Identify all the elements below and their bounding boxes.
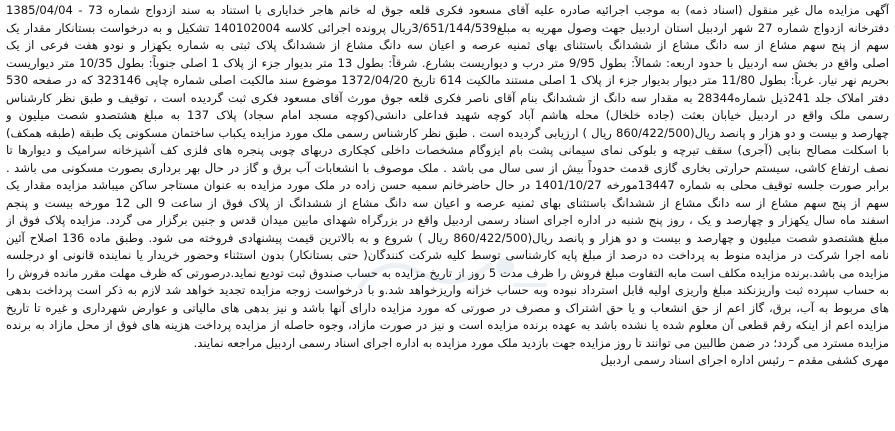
notice-line: اسفند ماه سال یکهزار و چهارصد و یک ، روز پنج شنبه در اداره اجرای اسناد رسمی اردبیل واقع در بزرگراه شهدای مابین میدان قدس و جنین برگزار می گردد. مزایده پلاک فوق از	[6, 213, 889, 227]
notice-line: مبلغ هشتصدو شصت میلیون و چهارصد و بیست و دو هزار و پانصد ریال(860/422/500 ریال ) شروع و به بالاترین قیمت پیشنهادی فروخته می شود. وطبق ماده 136 اصلاح آئین	[6, 230, 889, 245]
notice-line: آگهی مزایده مال غیر منقول (اسناد ذمه) به موجب اجرائیه صادره علیه آقای مسعود فکری قلعه جوق له خانم هاجر خدایاری با استناد به سند ازدواج شماره 73 - 1385/04/04	[6, 3, 889, 17]
notice-line: سهم از پنج سهم مشاع از سه دانگ مشاع از ششدانگ باستثنای بهای ثمنیه عرصه و اعیان سه دانگ مشاع از ششدانگ از پلاک فوق از ساعت 9 الی 12 مورخه بیست و پنجم	[6, 195, 889, 210]
notice-line: دفترخانه ازدواج شماره 27 شهر اردبیل استان اردبیل جهت وصول مهریه به مبلغ3/651/144/539ریال پرونده اجرائی کلاسه 140102004 تشکیل و به درخواست بستانکار مقدار یک	[6, 20, 889, 35]
notice-line: برابر صورت جلسه توقیف محلی به شماره 13447مورخه 1401/10/27 در حال حاضرخانم سمیه حسن زاده در ملک مورد مزایده به عنوان مستاجر ساکن میباشد مزایده مقدار یک	[6, 178, 889, 192]
notice-line: نامه اجرا شرکت در مزایده منوط به پرداخت ده درصد از مبلغ پایه کارشناسی توسط کلیه شرکت کنندگان( حتی بستانکار) بدون استثناء وحضور خریدار یا نماینده قانونی او درجلسه	[6, 248, 889, 262]
notice-line: مزایده می باشد.برنده مزایده مکلف است مابه التفاوت مبلغ فروش را ظرف مدت 5 روز از تاریخ مزایده به حساب صندوق ثبت تودیع نماید.درصورتی که ظرف مهلت مقرر مانده فروش را	[6, 265, 889, 280]
notice-line: مزایده اعم از اینکه رقم قطعی آن معلوم شده یا نشده باشد به عهده برنده مزایده است و نیز در صورت مازاد، وجوه حاصله از مزایده پرداخت هزینه های فوق از محل مازاد به برنده	[6, 318, 889, 332]
notice-line: دفتر املاک جلد 241ذیل شماره28344 به مقدار سه دانگ از ششدانگ بنام آقای ناصر فکری قلعه جوق مورث آقای مسعود فکری ثبت گردیده است ، توقیف و طبق نظر کارشناس	[6, 90, 889, 105]
notice-line: با اسکلت مصالح بنایی (آجری) سقف تیرچه و بلوکی نمای سیمانی پشت بام ایزوگام مشخصات داخلی کچکاری دربهای چوبی پنجره های فلزی کف آشپزخانه سرامیک و دیوارها تا	[6, 143, 889, 157]
notice-line: های مربوط به آب، برق، گاز اعم از حق انشعاب و یا حق اشتراک و مصرف در صورتی که مورد مزایده دارای آنها باشد و نیز بدهی های مالیاتی و عوارض شهرداری و غیره تا تاریخ	[6, 300, 889, 315]
notice-line: به حساب سپرده ثبت واریزنکند مبلغ واریزی اولیه قابل استرداد نبوده وبه حساب خزانه واریزخواهد شد.و با درخواست زوجه مزایده تجدید خواهد شد لازم به ذکر است پرداخت بدهی	[6, 283, 889, 297]
notice-line: اصلی واقع در بخش سه اردبیل با حدود اربعه: شمالاً: بطول 9/95 متر درب و دیواریست بشارع. شرقاً: بطول 13 متر بدیوار جزء از پلاک 1 اصلی جنوباً: بطول 10/35 متر دیواریست	[6, 55, 889, 70]
notice-line: رسمی ملک واقع در اردبیل خیابان بعثت (جاده خلخال) محله هاشم آباد کوچه شهید فداعلی دانشی(کوچه مسجد امام سجاد) پلاک 137 به مبلغ هشتصدو شصت میلیون و	[6, 108, 889, 122]
notice-line: بحریم نهر نیار. غرباً: بطول 11/80 متر دیوار بدیوار جزء از پلاک 1 اصلی مستند مالکیت 614 تاریخ 1372/04/20 موضوع سند مالکیت اصلی شماره چاپی 323146 که در صفحه 530	[6, 73, 889, 87]
notice-line: مزایده مسترد می گردد؛ در ضمن طالبین می توانند تا روز مزایده جهت بازدید ملک مورد مزایده به اداره اجرای اسناد رسمی اردبیل مراجعه نمایند.	[193, 335, 889, 350]
notice-line: نصف ارتفاع کاشی، سیستم حرارتی بخاری گازی قدمت حدوداً بیش از سی سال می باشد . ملک موصوف با انشعابات آب برق و گاز در حال بهر برداری بصورت مسکونی می باشد .	[6, 160, 889, 175]
notice-line: سهم از پنج سهم مشاع از سه دانگ مشاع از ششدانگ باستثنای بهای ثمنیه عرصه و اعیان سه دانگ مشاع از ششدانگ پلاک ثبتی به شماره یکهزار و نودو هفت فرعی از یک	[6, 38, 889, 52]
notice-signature: مهری کشفی مقدم – رئیس اداره اجرای اسناد رسمی اردبیل	[600, 353, 889, 367]
notice-line: چهارصد و بیست و دو هزار و پانصد ریال(860/422/500 ریال ) ارزیابی گردیده است . طبق نظر کارشناس رسمی ملک مورد مزایده یکباب ساختمان مسکونی یک طبقه (طبقه همکف)	[6, 125, 889, 140]
